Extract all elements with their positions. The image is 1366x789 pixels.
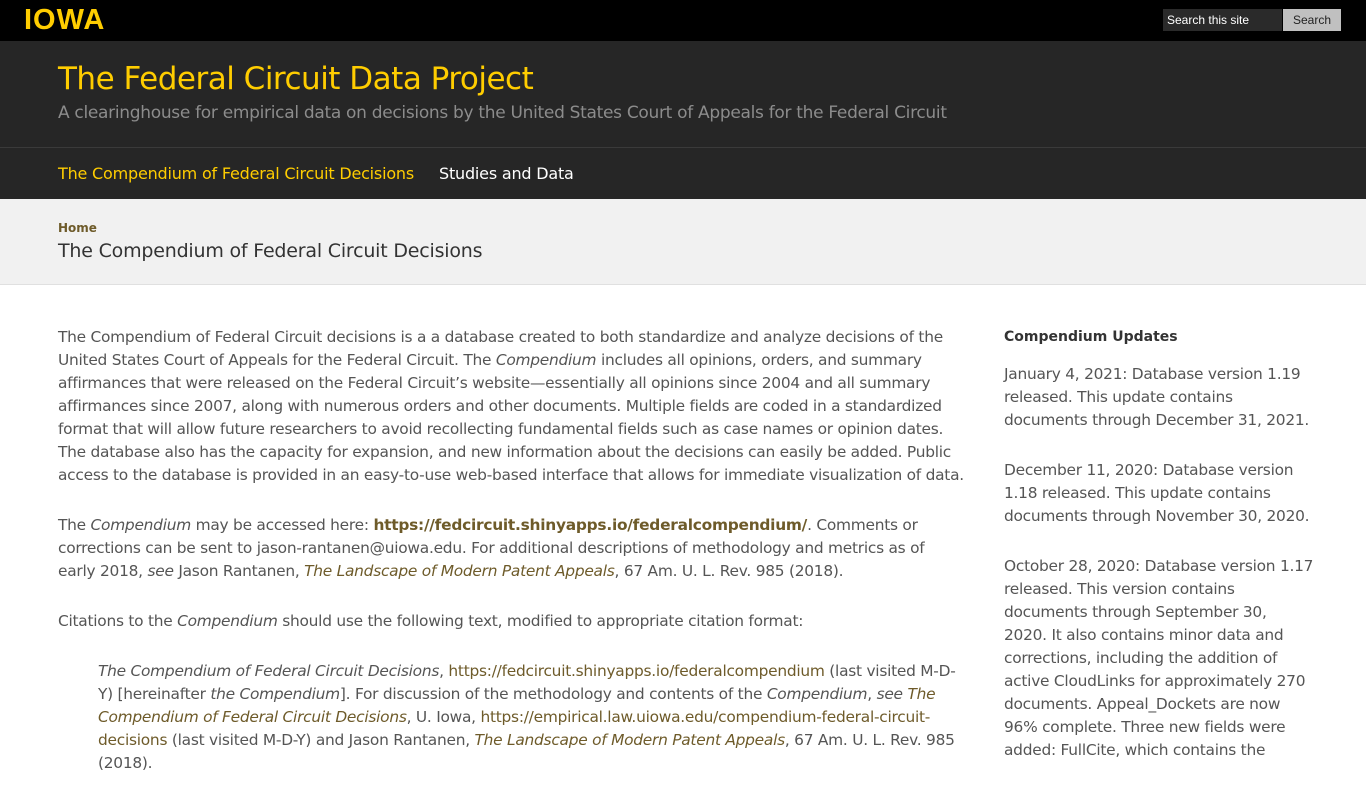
text: ,	[867, 685, 877, 703]
intro-paragraph	[58, 326, 966, 487]
site-header	[0, 41, 1366, 147]
text: includes all opinions, orders, and summary affirmances that were released on the Federal Circuit’s website—essentially all opinions since 2004 and all summary affirmances since 2007, along with numerous orders and other documents. Multiple fields are coded in a standardized format that will allow future researchers to avoid recollecting fundamental fields such as case names or opinion dates. The database also has the capacity for expansion, and new information about the decisions can easily be added. Public access to the database is provided in an easy-to-use web-based interface that allows for immediate visualization of data.	[58, 351, 964, 484]
top-bar	[0, 0, 1366, 41]
update-item: December 11, 2020: Database version 1.18 released. This update contains documents through November 30, 2020.	[1004, 461, 1310, 525]
site-tagline: A clearinghouse for empirical data on decisions by the United States Court of Appeals for the Federal Circuit	[58, 103, 947, 123]
contact-email: jason-rantanen@uiowa.edu	[256, 539, 462, 557]
compendium-citation-link[interactable]: https://fedcircuit.shinyapps.io/federalcompendium	[448, 662, 825, 680]
text-emphasis: Compendium	[766, 685, 868, 703]
page-title: The Compendium of Federal Circuit Decisions	[58, 240, 483, 262]
text: should use the following text, modified to appropriate citation format:	[277, 612, 804, 630]
landscape-article-link[interactable]	[304, 562, 614, 580]
text-emphasis: Compendium	[495, 351, 597, 369]
text: ,	[439, 662, 449, 680]
text: The Compendium of Federal Circuit decisions is a a database created to both standardize and analyze decisions of the United States Court of Appeals for the Federal Circuit. The	[58, 328, 943, 369]
text-emphasis: The Compendium of Federal Circuit Decisions	[98, 662, 440, 680]
text: , U. Iowa,	[406, 708, 481, 726]
breadcrumb	[0, 199, 1366, 285]
breadcrumb-home-link[interactable]: Home	[58, 221, 97, 235]
citation-blockquote	[98, 660, 966, 775]
iowa-logo[interactable]: IOWA	[24, 4, 106, 36]
text: , 67 Am. U. L. Rev. 985 (2018).	[98, 731, 955, 772]
text-emphasis: Compendium	[90, 516, 191, 534]
access-paragraph	[58, 514, 966, 583]
update-item: October 28, 2020: Database version 1.17 released. This version contains documents through September 30, 2020. It also contains minor data and corrections, including the addition of active CloudLinks for approximately 270 documents. Appeal_Dockets are now 96% complete. Three new fields were added: FullCite, which contains the	[1004, 557, 1314, 759]
landscape-citation-link[interactable]	[475, 731, 785, 749]
text: , 67 Am. U. L. Rev. 985 (2018).	[614, 562, 844, 580]
site-title[interactable]: The Federal Circuit Data Project	[58, 61, 534, 97]
text: ]. For discussion of the methodology and contents of the	[339, 685, 767, 703]
citation-intro-paragraph	[58, 610, 966, 633]
link-text: The Compendium of Federal Circuit Decisions	[98, 685, 936, 726]
text: (last visited M-D-Y) and Jason Rantanen,	[167, 731, 475, 749]
nav-item-studies-and-data[interactable]: Studies and Data	[439, 164, 574, 183]
methodology-page-link[interactable]: https://empirical.law.uiowa.edu/compendium-federal-circuit-decisions	[98, 708, 931, 749]
text: (last visited M-D-Y) [hereinafter	[98, 662, 956, 703]
text: Citations to the	[58, 612, 178, 630]
search-button[interactable]: Search	[1283, 9, 1341, 31]
update-item: January 4, 2021: Database version 1.19 released. This update contains documents through December 31, 2021.	[1004, 365, 1310, 429]
main-content	[58, 326, 966, 775]
nav-item-compendium[interactable]: The Compendium of Federal Circuit Decisions	[58, 164, 414, 183]
main-nav	[0, 147, 1366, 199]
compendium-app-link[interactable]: https://fedcircuit.shinyapps.io/federalcompendium/	[373, 516, 808, 534]
text: The	[58, 516, 91, 534]
text: . For additional descriptions of methodology and metrics as of early 2018,	[58, 539, 925, 580]
text-emphasis: see	[876, 685, 903, 703]
text: may be accessed here:	[190, 516, 374, 534]
sidebar-heading: Compendium Updates	[1004, 329, 1178, 345]
text-emphasis: the Compendium	[210, 685, 340, 703]
sidebar-updates	[1004, 326, 1314, 789]
text-emphasis: Compendium	[177, 612, 278, 630]
link-text: The Landscape of Modern Patent Appeals	[304, 562, 615, 580]
text: Jason Rantanen,	[173, 562, 305, 580]
text-emphasis: see	[147, 562, 174, 580]
search-input[interactable]	[1163, 9, 1282, 31]
text: . Comments or corrections can be sent to	[58, 516, 918, 557]
link-text: The Landscape of Modern Patent Appeals	[474, 731, 785, 749]
